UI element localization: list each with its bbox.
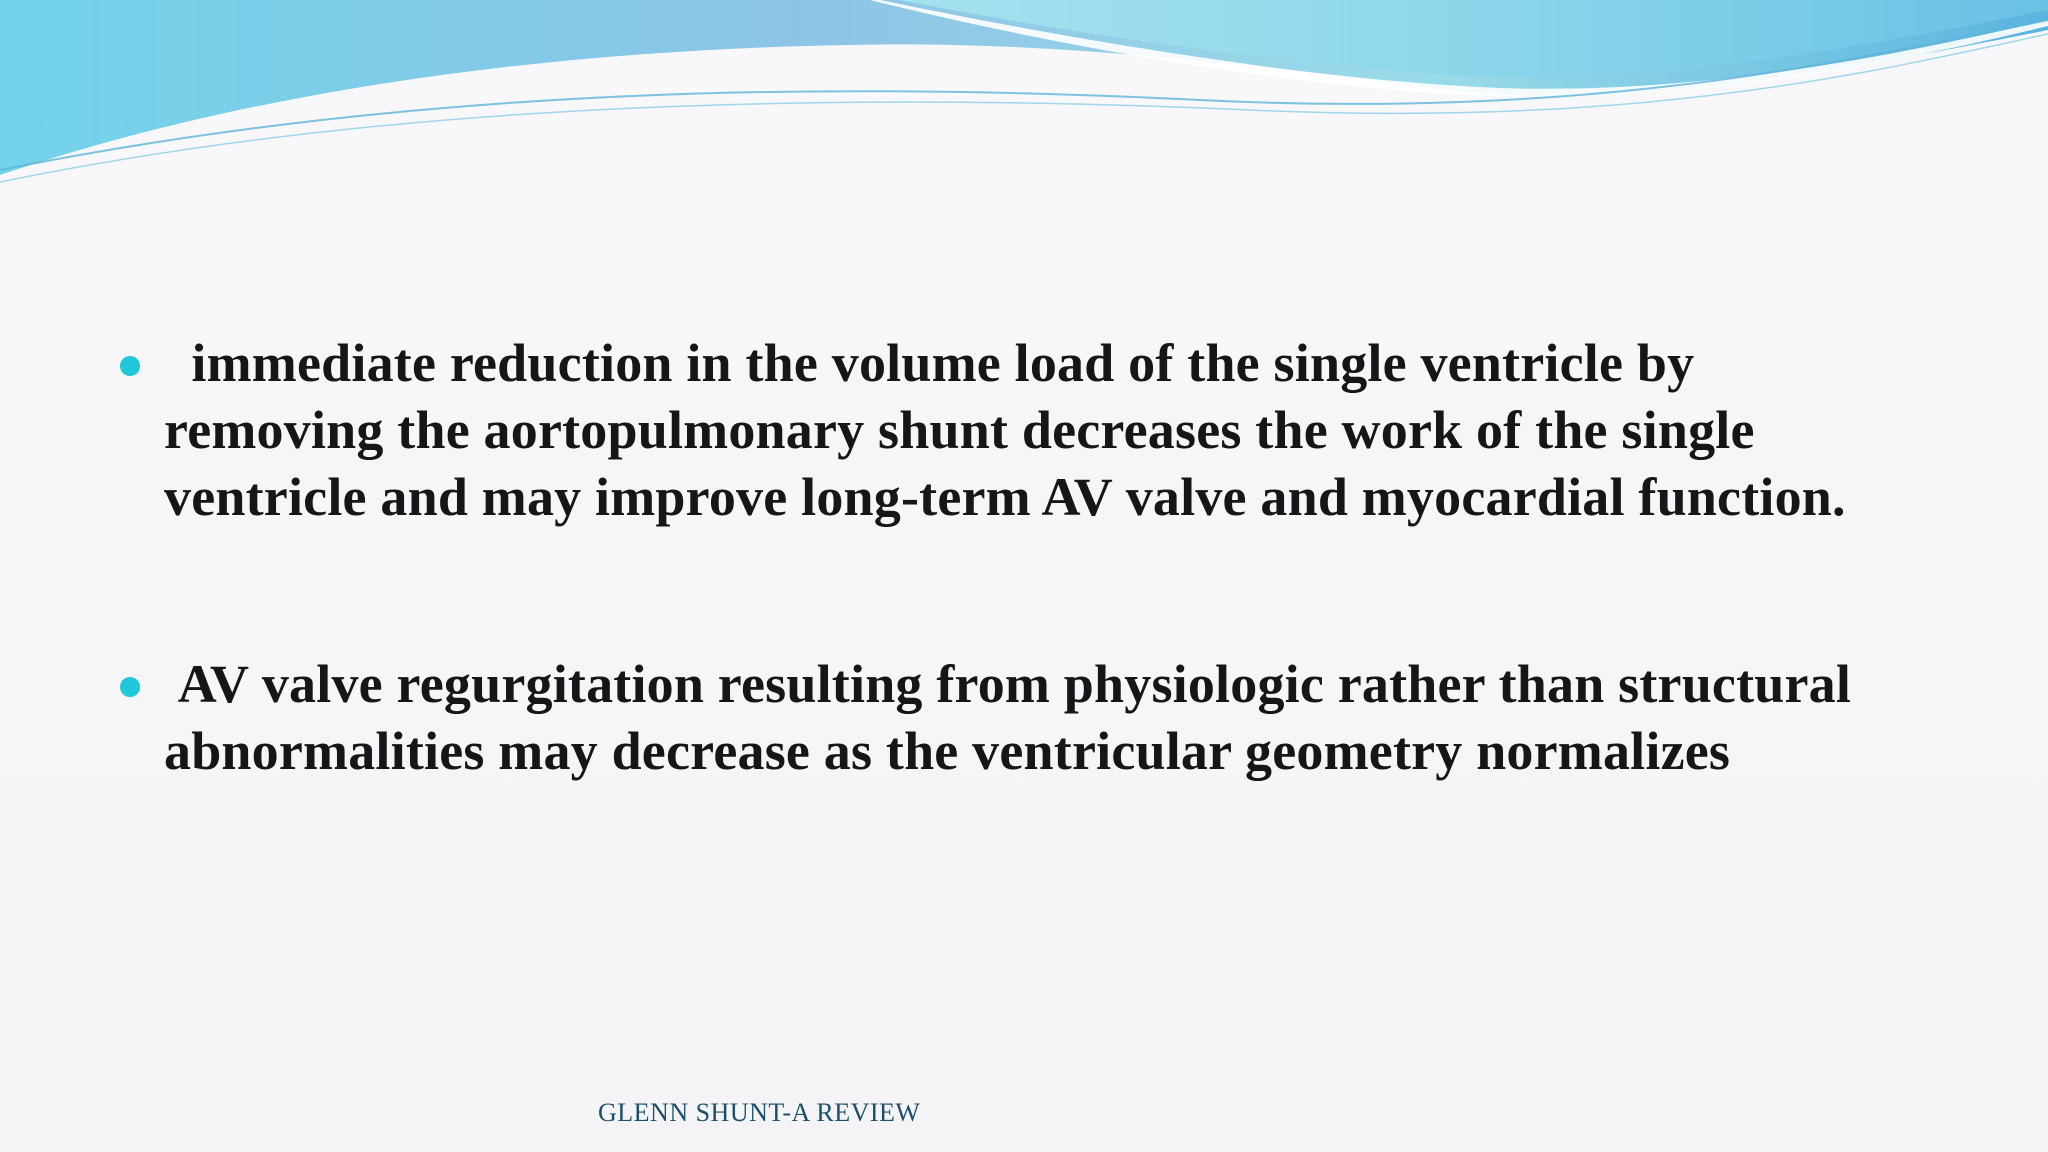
bullet-dot-icon: [120, 356, 140, 376]
header-wave-decoration: [0, 0, 2048, 200]
bullet-list: [120, 330, 1920, 785]
bullet-text: immediate reduction in the volume load of the single ventricle by removing the aortopulmonary shunt decreases the work of the single ventricle and may improve long-term AV valve and myocardial function.: [164, 333, 1846, 527]
bullet-item-2: [120, 651, 1920, 785]
slide-footer: GLENN SHUNT-A REVIEW: [598, 1098, 921, 1127]
bullet-dot-icon: [120, 677, 140, 697]
bullet-text: AV valve regurgitation resulting from physiologic rather than structural abnormalities may decrease as the ventricular geometry normalizes: [164, 654, 1865, 781]
bullet-item-1: [120, 330, 1920, 531]
